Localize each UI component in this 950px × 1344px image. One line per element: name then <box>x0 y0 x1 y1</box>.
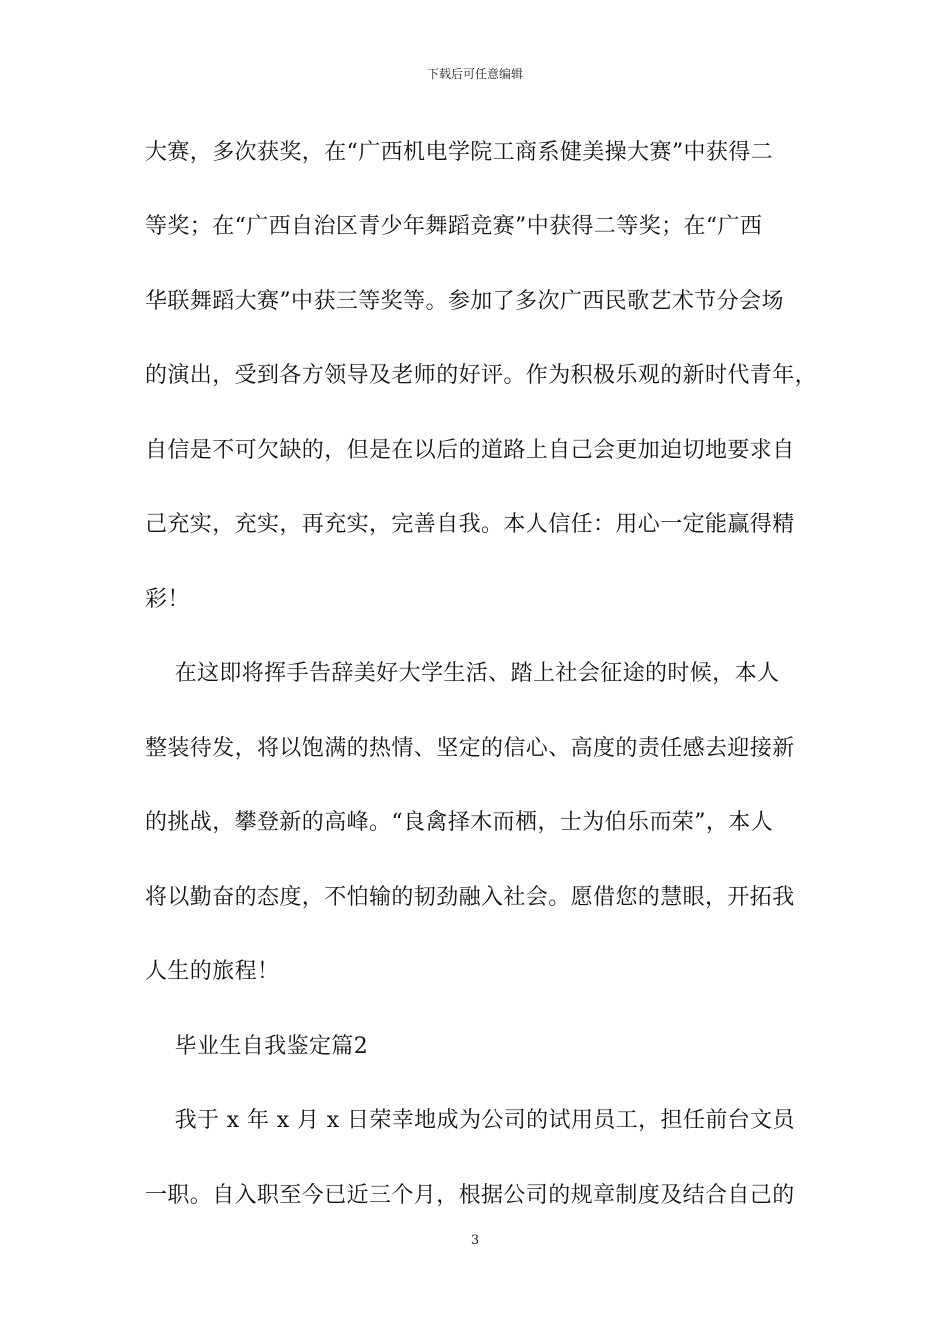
body-line: 等奖；在“广西自治区青少年舞蹈竞赛”中获得二等奖；在“广西 <box>145 214 763 239</box>
body-line: 的演出，受到各方领导及老师的好评。作为积极乐观的新时代青年， <box>145 363 818 388</box>
paragraph-line: 我于 x 年 x 月 x 日荣幸地成为公司的试用员工，担任前台文员 <box>145 1108 795 1133</box>
page-number: 3 <box>470 1233 480 1248</box>
paragraph-line: 在这即将挥手告辞美好大学生活、踏上社会征途的时候，本人 <box>145 661 780 686</box>
body-line: 己充实，充实，再充实，完善自我。本人信任：用心一定能赢得精 <box>145 512 795 537</box>
body-line: 人生的旅程！ <box>145 959 280 984</box>
body-line: 整装待发，将以饱满的热情、坚定的信心、高度的责任感去迎接新 <box>145 736 795 761</box>
body-line: 华联舞蹈大赛”中获三等奖等。参加了多次广西民歌艺术节分会场 <box>145 289 784 314</box>
section-heading: 毕业生自我鉴定篇2 <box>145 1034 369 1059</box>
body-line: 大赛，多次获奖，在“广西机电学院工商系健美操大赛”中获得二 <box>145 140 774 165</box>
body-line: 彩！ <box>145 587 190 612</box>
body-line: 将以勤奋的态度，不怕输的韧劲融入社会。愿借您的慧眼，开拓我 <box>145 885 795 910</box>
page-header: 下载后可任意编辑 <box>426 67 523 81</box>
body-line: 的挑战，攀登新的高峰。“良禽择木而栖，士为伯乐而荣”，本人 <box>145 810 774 835</box>
body-line: 自信是不可欠缺的，但是在以后的道路上自己会更加迫切地要求自 <box>145 438 795 463</box>
body-line: 一职。自入职至今已近三个月，根据公司的规章制度及结合自己的 <box>145 1183 795 1208</box>
